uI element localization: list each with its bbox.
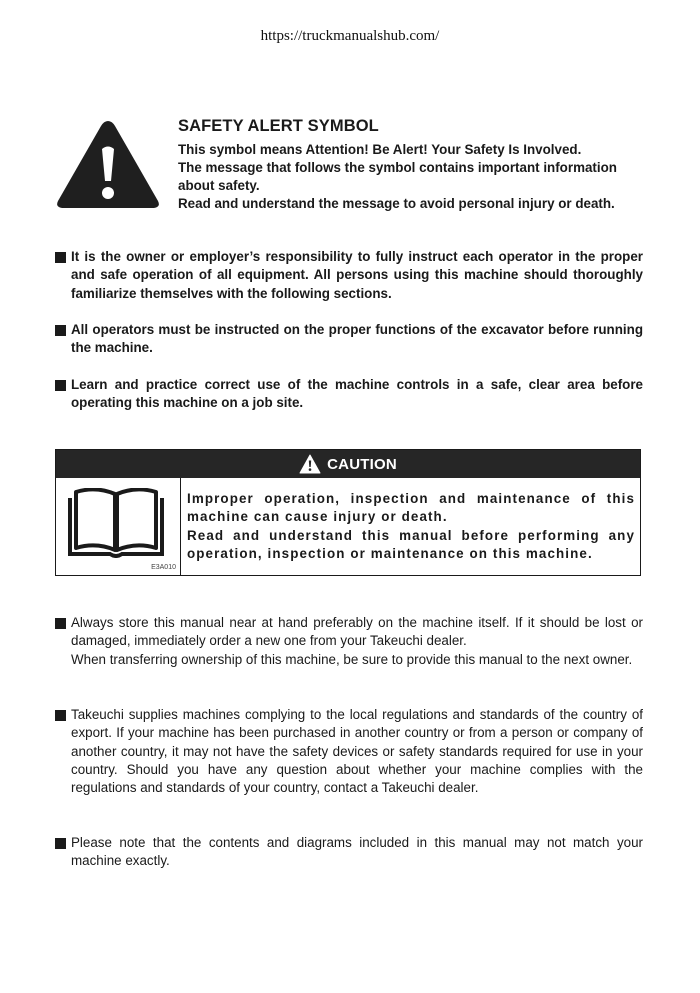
bullet-square-icon xyxy=(55,710,66,721)
bullet-square-icon xyxy=(55,325,66,336)
safety-alert-title: SAFETY ALERT SYMBOL xyxy=(178,117,379,135)
caution-box xyxy=(55,449,641,576)
safety-alert-line: Read and understand the message to avoid personal injury or death. xyxy=(178,196,615,211)
warning-triangle-icon xyxy=(299,454,321,474)
info-paragraph xyxy=(55,614,643,669)
info-paragraph xyxy=(55,834,643,871)
bullet-square-icon xyxy=(55,838,66,849)
paragraph-text: When transferring ownership of this machine, be sure to provide this manual to the next owner. xyxy=(71,651,633,667)
bullet-square-icon xyxy=(55,380,66,391)
safety-alert-line: The message that follows the symbol contains important information about safety. xyxy=(178,160,617,193)
caution-label: CAUTION xyxy=(327,455,397,473)
bullet-square-icon xyxy=(55,618,66,629)
caution-image-cell xyxy=(56,478,181,575)
caution-text: Improper operation, inspection and maintenance of this machine can cause injury or death. xyxy=(187,491,635,525)
instruction-paragraph xyxy=(55,376,643,413)
caution-header xyxy=(56,450,640,478)
caution-body xyxy=(56,478,640,575)
source-url[interactable]: https://truckmanualshub.com/ xyxy=(260,28,440,44)
safety-alert-line: This symbol means Attention! Be Alert! Your Safety Is Involved. xyxy=(178,142,582,157)
paragraph-text: Please note that the contents and diagrams included in this manual may not match your machine exactly. xyxy=(71,835,643,869)
instruction-paragraph xyxy=(55,248,643,303)
caution-text: Read and understand this manual before performing any operation, inspection or maintenance on this machine. xyxy=(187,527,635,561)
warning-triangle-icon xyxy=(54,117,162,211)
instruction-paragraph xyxy=(55,321,643,358)
image-code: E3A010 xyxy=(151,564,176,571)
paragraph-text: Learn and practice correct use of the machine controls in a safe, clear area before operating this machine on a job site. xyxy=(71,377,643,411)
bullet-square-icon xyxy=(55,252,66,263)
read-manual-book-icon xyxy=(68,488,164,558)
caution-message xyxy=(187,490,635,563)
info-paragraph xyxy=(55,706,643,797)
paragraph-text: Always store this manual near at hand preferably on the machine itself. If it should be lost or damaged, immediately order a new one from your Takeuchi dealer. xyxy=(71,615,643,649)
safety-alert-text xyxy=(178,117,644,213)
paragraph-text: It is the owner or employer’s responsibility to fully instruct each operator in the proper and safe operation of all equipment. All persons using this machine should thoroughly familiarize themselves with the following sections. xyxy=(71,249,643,301)
paragraph-text: All operators must be instructed on the proper functions of the excavator before running the machine. xyxy=(71,322,643,356)
paragraph-text: Takeuchi supplies machines complying to the local regulations and standards of the country of export. If your machine has been purchased in another country or from a person or company of another country, it may not have the safety devices or safety standards required for use in your country. Should you have any question about whether your machine complies with the regulations and standards of your country, contact a Takeuchi dealer. xyxy=(71,707,643,796)
safety-alert-section xyxy=(54,117,644,217)
